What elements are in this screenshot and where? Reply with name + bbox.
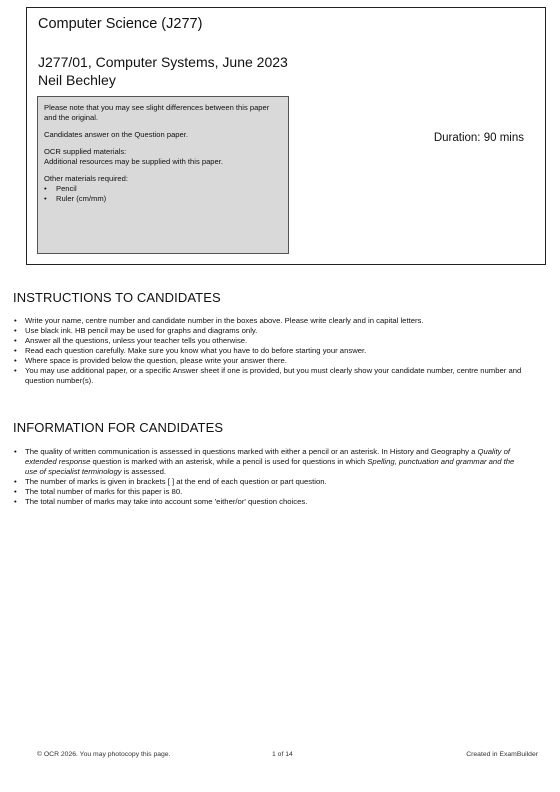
information-item: • The number of marks is given in brackets [ ] at the end of each question or part question. xyxy=(13,477,525,487)
footer-created: Created in ExamBuilder xyxy=(466,751,538,758)
info-text-a: The quality of written communication is assessed in questions marked with either a pencil or an asterisk. In History and Geography a xyxy=(25,447,478,456)
instruction-item: • Use black ink. HB pencil may be used for graphs and diagrams only. xyxy=(13,326,525,336)
footer-page-number: 1 of 14 xyxy=(272,751,293,758)
info-text-b: Quality of extended response xyxy=(25,447,510,466)
info-text-e: is assessed. xyxy=(121,467,167,476)
author-name: Neil Bechley xyxy=(38,72,116,88)
duration-value: 90 mins xyxy=(483,132,524,144)
information-item xyxy=(13,447,525,477)
ocr-materials xyxy=(44,147,282,167)
instructions-heading: INSTRUCTIONS TO CANDIDATES xyxy=(13,290,221,305)
duration xyxy=(434,132,524,144)
info-text-c: question is marked with an asterisk, while a pencil is used for questions in which xyxy=(90,457,368,466)
instruction-item: • Where space is provided below the question, please write your answer there. xyxy=(13,356,525,366)
other-materials-title: Other materials required: xyxy=(44,174,128,183)
ocr-materials-title: OCR supplied materials: xyxy=(44,147,127,156)
material-item: • Ruler (cm/mm) xyxy=(44,194,282,204)
duration-label: Duration: xyxy=(433,132,481,144)
exam-header-box xyxy=(26,7,546,265)
answer-note: Candidates answer on the Question paper. xyxy=(44,130,188,139)
instruction-item: • Answer all the questions, unless your teacher tells you otherwise. xyxy=(13,336,525,346)
candidate-notice-box xyxy=(37,96,289,254)
paper-details xyxy=(38,53,288,89)
information-heading: INFORMATION FOR CANDIDATES xyxy=(13,420,224,435)
info-text-d: Spelling, punctuation and grammar and the use of specialist terminology xyxy=(25,457,515,476)
information-item: • The total number of marks for this paper is 80. xyxy=(13,487,525,497)
difference-note: Please note that you may see slight differences between this paper and the original. xyxy=(44,103,270,122)
ocr-materials-text: Additional resources may be supplied with this paper. xyxy=(44,157,223,166)
subject-title: Computer Science (J277) xyxy=(38,16,203,32)
material-item: • Pencil xyxy=(44,184,282,194)
paper-title: J277/01, Computer Systems, June 2023 xyxy=(38,54,288,70)
instruction-item: • Read each question carefully. Make sure you know what you have to do before starting your answer. xyxy=(13,346,525,356)
instruction-item: • You may use additional paper, or a specific Answer sheet if one is provided, but you must clearly show your candidate number, centre number and question number(s). xyxy=(13,366,525,386)
instructions-list xyxy=(13,316,525,386)
other-materials-list xyxy=(44,184,282,204)
information-item: • The total number of marks may take into account some 'either/or' question choices. xyxy=(13,497,525,507)
footer-copyright: © OCR 2026. You may photocopy this page. xyxy=(37,751,171,758)
instruction-item: • Write your name, centre number and candidate number in the boxes above. Please write clearly and in capital letters. xyxy=(13,316,525,326)
information-list xyxy=(13,447,525,507)
